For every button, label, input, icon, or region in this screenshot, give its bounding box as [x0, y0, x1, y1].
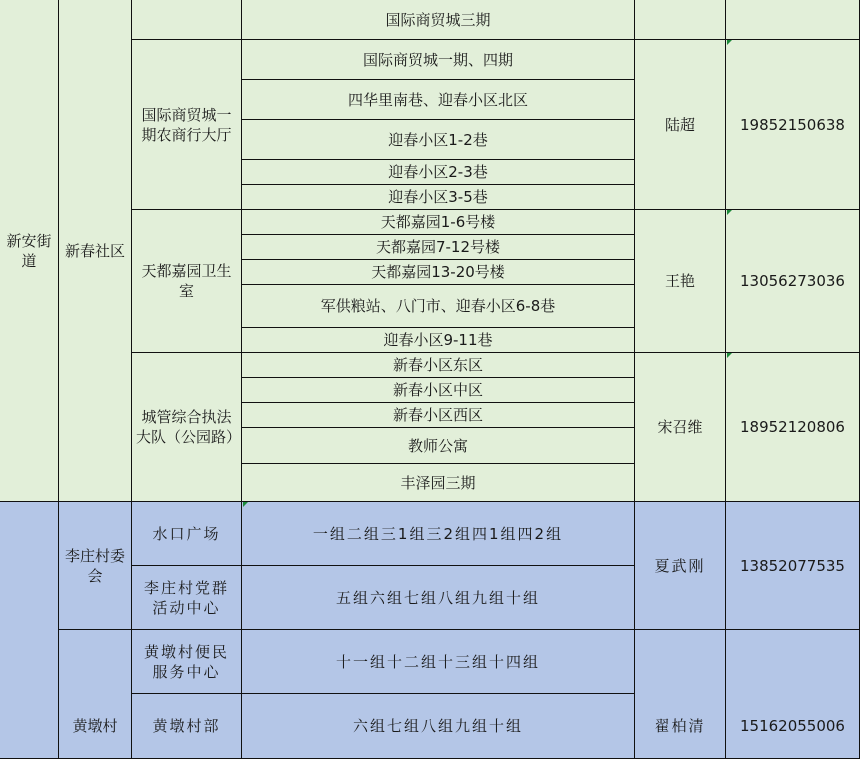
street-cell[interactable] — [0, 0, 59, 502]
community-cell-lizhuang[interactable] — [59, 502, 132, 630]
area-label: 六组七组八组九组十组 — [352, 717, 523, 735]
area-cell[interactable] — [242, 428, 635, 464]
community-cell-xinchun[interactable] — [59, 0, 132, 502]
site-label: 水口广场 — [152, 524, 221, 543]
area-label: 新春小区东区 — [392, 356, 483, 374]
area-label: 天都嘉园1-6号楼 — [380, 213, 496, 231]
contact-name: 宋召维 — [657, 418, 703, 436]
area-label: 迎春小区9-11巷 — [383, 331, 493, 349]
cell-indicator-icon — [727, 40, 732, 45]
site-label: 国际商贸城一期农商行大厅 — [141, 105, 232, 144]
site-cell[interactable] — [132, 353, 242, 502]
site-cell[interactable] — [132, 0, 242, 40]
area-cell[interactable] — [242, 353, 635, 378]
area-cell[interactable] — [242, 464, 635, 502]
area-cell[interactable] — [242, 630, 635, 694]
area-label: 十一组十二组十三组十四组 — [335, 652, 540, 671]
community-label: 新春社区 — [64, 241, 125, 260]
area-label: 丰泽园三期 — [400, 473, 476, 492]
area-label: 教师公寓 — [407, 436, 468, 455]
area-label: 天都嘉园13-20号楼 — [371, 263, 505, 281]
site-cell[interactable] — [132, 40, 242, 210]
area-cell[interactable] — [242, 160, 635, 185]
area-cell[interactable] — [242, 403, 635, 428]
site-label: 天都嘉园卫生室 — [141, 262, 232, 300]
area-cell[interactable] — [242, 80, 635, 120]
contact-name: 王艳 — [664, 272, 695, 290]
phone-cell[interactable] — [726, 210, 860, 353]
cell-indicator-icon — [727, 353, 732, 358]
site-label: 城管综合执法大队（公园路） — [136, 408, 242, 446]
phone-number: 13852077535 — [740, 556, 845, 575]
community-cell-huangdun[interactable] — [59, 630, 132, 759]
site-cell[interactable] — [132, 694, 242, 759]
area-label: 迎春小区1-2巷 — [388, 130, 488, 149]
phone-cell[interactable] — [726, 40, 860, 210]
contact-cell[interactable] — [635, 630, 726, 759]
phone-number: 18952120806 — [740, 418, 845, 436]
community-label: 黄墩村 — [72, 717, 118, 735]
area-label: 迎春小区3-5巷 — [388, 188, 488, 206]
contact-cell[interactable] — [635, 40, 726, 210]
contact-cell[interactable] — [635, 353, 726, 502]
site-label: 黄墩村便民服务中心 — [143, 642, 229, 681]
phone-number: 19852150638 — [740, 115, 845, 134]
area-label: 国际商贸城三期 — [385, 10, 491, 29]
phone-cell[interactable] — [726, 630, 860, 759]
area-label: 四华里南巷、迎春小区北区 — [347, 90, 528, 109]
site-label: 李庄村党群活动中心 — [143, 578, 229, 617]
area-label: 新春小区中区 — [392, 381, 483, 399]
cell-indicator-icon — [243, 502, 248, 507]
area-label: 五组六组七组八组九组十组 — [335, 588, 540, 607]
area-cell[interactable] — [242, 566, 635, 630]
street-cell-blue[interactable] — [0, 502, 59, 759]
phone-cell[interactable] — [726, 502, 860, 630]
area-cell[interactable] — [242, 260, 635, 285]
contact-cell[interactable] — [635, 210, 726, 353]
site-cell[interactable] — [132, 502, 242, 566]
area-cell[interactable] — [242, 694, 635, 759]
contact-name: 夏武刚 — [654, 556, 706, 575]
area-label: 军供粮站、八门市、迎春小区6-8巷 — [320, 297, 556, 315]
site-cell[interactable] — [132, 210, 242, 353]
area-label: 国际商贸城一期、四期 — [362, 50, 513, 69]
area-label: 新春小区西区 — [392, 406, 483, 424]
area-cell[interactable] — [242, 378, 635, 403]
cell-indicator-icon — [727, 210, 732, 215]
area-cell[interactable] — [242, 40, 635, 80]
street-label: 新安街道 — [6, 231, 52, 270]
phone-number: 13056273036 — [740, 272, 845, 290]
contact-cell[interactable] — [635, 0, 726, 40]
area-cell[interactable] — [242, 328, 635, 353]
contact-name: 翟柏清 — [654, 717, 706, 735]
site-cell[interactable] — [132, 630, 242, 694]
contact-cell[interactable] — [635, 502, 726, 630]
area-label: 一组二组三1组三2组四1组四2组 — [312, 524, 564, 543]
phone-cell[interactable] — [726, 0, 860, 40]
area-cell[interactable] — [242, 210, 635, 235]
contact-name: 陆超 — [664, 115, 695, 134]
area-label: 迎春小区2-3巷 — [388, 163, 488, 181]
site-cell[interactable] — [132, 566, 242, 630]
site-label: 黄墩村部 — [152, 717, 221, 735]
phone-cell[interactable] — [726, 353, 860, 502]
phone-number: 15162055006 — [740, 717, 845, 735]
area-cell[interactable] — [242, 235, 635, 260]
area-cell[interactable] — [242, 285, 635, 328]
area-cell[interactable] — [242, 502, 635, 566]
area-cell[interactable] — [242, 0, 635, 40]
community-label: 李庄村委会 — [64, 546, 125, 585]
area-label: 天都嘉园7-12号楼 — [375, 238, 501, 256]
area-cell[interactable] — [242, 120, 635, 160]
area-cell[interactable] — [242, 185, 635, 210]
